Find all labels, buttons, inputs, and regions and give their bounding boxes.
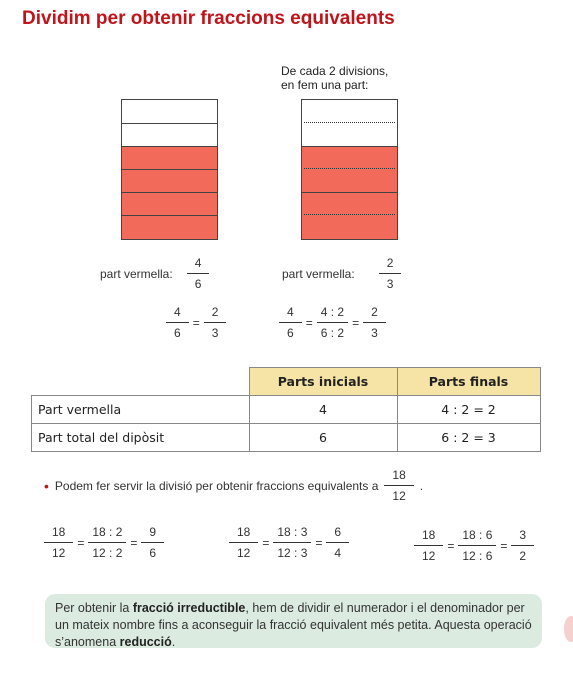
numerator: 2	[211, 305, 219, 319]
definition-note	[45, 594, 542, 648]
denominator: 12 : 3	[273, 542, 311, 560]
equals-sign: =	[130, 535, 138, 550]
row-label: Part total del dipòsit	[32, 424, 250, 452]
numerator: 2	[386, 256, 394, 270]
table-header-row	[32, 368, 541, 396]
denominator: 12 : 6	[458, 545, 496, 563]
equals-sign: =	[192, 315, 200, 330]
bullet-fraction	[384, 468, 413, 503]
equals-sign: =	[447, 538, 455, 553]
right-bar-divider	[302, 192, 397, 193]
example-equation	[229, 525, 349, 560]
denominator: 6	[166, 322, 189, 340]
example-equation	[414, 528, 534, 563]
denominator: 12	[384, 485, 413, 503]
fraction	[363, 305, 386, 340]
bullet-statement	[44, 468, 423, 503]
left-bar-divider	[122, 146, 217, 147]
denominator: 12 : 2	[88, 542, 126, 560]
fraction	[273, 525, 311, 560]
numerator: 2	[371, 305, 378, 319]
right-bar-dotted-divider	[304, 168, 395, 169]
numerator: 18 : 3	[277, 525, 308, 539]
note-text: Per obtenir la	[55, 601, 133, 615]
left-bar-divider	[122, 169, 217, 170]
table-header-final: Parts finals	[397, 368, 540, 396]
numerator: 18 : 2	[92, 525, 123, 539]
numerator: 3	[519, 528, 527, 542]
left-bar-divider	[122, 215, 217, 216]
denominator: 6 : 2	[317, 322, 348, 340]
fraction	[458, 528, 496, 563]
equals-sign: =	[500, 538, 508, 553]
equals-sign: =	[262, 535, 270, 550]
denominator: 12	[229, 542, 258, 560]
denominator: 6	[187, 273, 210, 291]
fraction	[279, 305, 302, 340]
fraction	[317, 305, 348, 340]
table-row	[32, 424, 541, 452]
numerator: 9	[149, 525, 157, 539]
left-fraction-bar	[121, 99, 218, 240]
numerator: 18	[422, 528, 436, 542]
denominator: 3	[379, 273, 402, 291]
note-bold-term: fracció irreductible	[132, 601, 246, 615]
caption-line-2: en fem una part:	[281, 78, 369, 92]
table-header-empty	[32, 368, 250, 396]
numerator: 18	[52, 525, 66, 539]
denominator: 4	[326, 542, 349, 560]
numerator: 6	[334, 525, 342, 539]
fraction	[511, 528, 534, 563]
caption-line-1: De cada 2 divisions,	[281, 64, 389, 78]
denominator: 3	[204, 322, 227, 340]
fraction	[326, 525, 349, 560]
right-bar-divider	[302, 146, 397, 147]
fraction	[229, 525, 258, 560]
table-header-initial: Parts inicials	[249, 368, 397, 396]
row-label: Part vermella	[32, 396, 250, 424]
fraction	[141, 525, 164, 560]
bullet-dot-icon: •	[44, 477, 49, 494]
left-bar-divider	[122, 123, 217, 124]
note-text: , hem de dividir el numerador i el denominador per un mateix nombre fins a aconseguir la fracció equivalent més petita. Aquesta operació s’anomena	[55, 601, 532, 649]
denominator: 6	[141, 542, 164, 560]
right-bar-dotted-divider	[304, 214, 395, 215]
denominator: 6	[279, 322, 302, 340]
equation-division	[279, 305, 386, 340]
left-red-part-label	[100, 256, 209, 291]
row-final: 6 : 2 = 3	[397, 424, 540, 452]
fraction	[204, 305, 227, 340]
right-fraction	[379, 256, 402, 291]
denominator: 12	[414, 545, 443, 563]
equals-sign: =	[352, 315, 360, 330]
numerator: 4	[174, 305, 181, 319]
equation-simple	[166, 305, 226, 340]
denominator: 12	[44, 542, 73, 560]
page-title: Dividim per obtenir fraccions equivalents	[22, 8, 395, 29]
bullet-text: Podem fer servir la divisió per obtenir fraccions equivalents a	[54, 478, 379, 493]
parts-table	[31, 367, 541, 452]
row-final: 4 : 2 = 2	[397, 396, 540, 424]
equals-sign: =	[77, 535, 85, 550]
fraction	[166, 305, 189, 340]
right-bar-dotted-divider	[304, 122, 395, 123]
right-red-part-label	[282, 256, 401, 291]
numerator: 4 : 2	[320, 305, 345, 319]
denominator: 3	[363, 322, 386, 340]
left-label-text: part vermella:	[100, 266, 173, 281]
table-row	[32, 396, 541, 424]
numerator: 4	[194, 256, 202, 270]
bullet-period: .	[419, 478, 424, 493]
left-bar-divider	[122, 192, 217, 193]
denominator: 2	[511, 545, 534, 563]
numerator: 18	[237, 525, 251, 539]
fraction	[88, 525, 126, 560]
row-initial: 4	[249, 396, 397, 424]
left-fraction	[187, 256, 210, 291]
example-equation	[44, 525, 164, 560]
right-bar-caption	[281, 64, 388, 92]
equals-sign: =	[315, 535, 323, 550]
right-label-text: part vermella:	[282, 266, 355, 281]
right-fraction-bar	[301, 99, 398, 240]
note-text: .	[171, 635, 176, 649]
decorative-shape	[564, 616, 573, 642]
row-initial: 6	[249, 424, 397, 452]
equals-sign: =	[305, 315, 313, 330]
numerator: 18 : 6	[462, 528, 493, 542]
note-bold-term: reducció	[119, 635, 172, 649]
numerator: 4	[287, 305, 294, 319]
numerator: 18	[392, 468, 406, 482]
fraction	[414, 528, 443, 563]
fraction	[44, 525, 73, 560]
